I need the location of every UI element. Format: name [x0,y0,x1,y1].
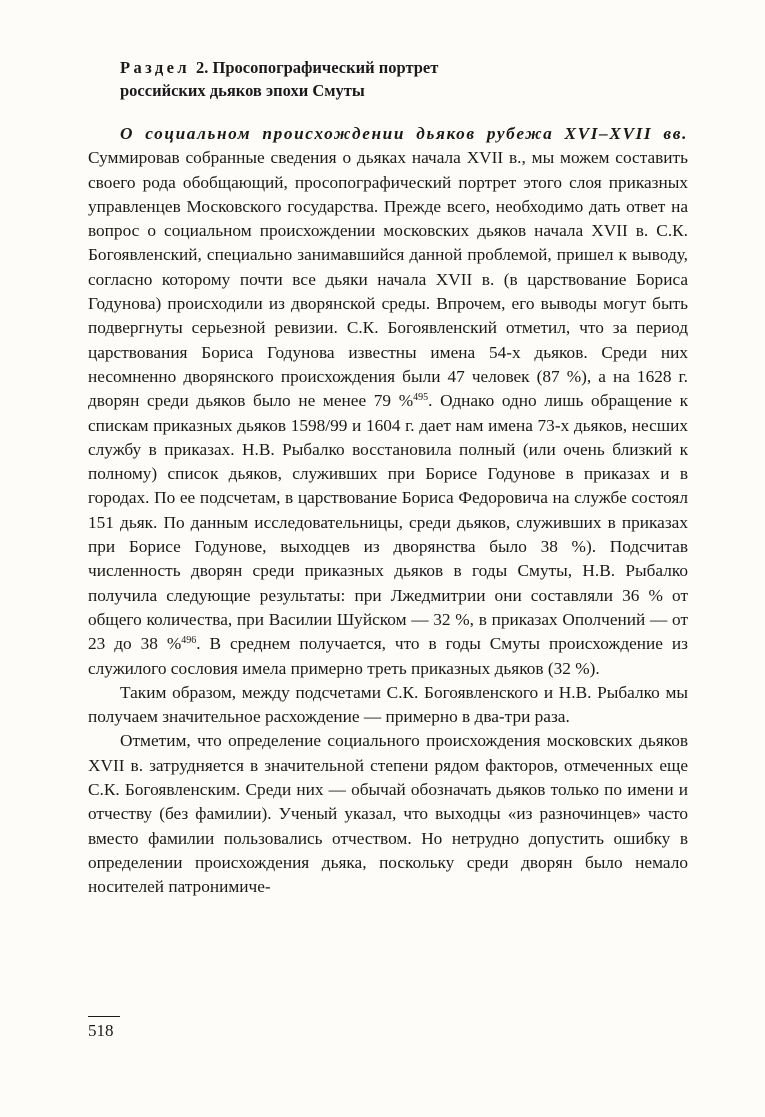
paragraph-lead: О социальном происхождении дьяков рубежа XVI–XVII вв. [120,124,688,143]
page-number: 518 [88,1021,114,1040]
paragraph-2: Таким образом, между подсчетами С.К. Богоявленского и Н.В. Рыбалко мы получаем значительное расхождение — примерно в два-три раза. [88,682,688,727]
section-heading [120,56,688,102]
footer-rule [88,1016,120,1017]
paragraph-text: . Однако одно лишь обращение к спискам приказных дьяков 1598/99 и 1604 г. дает нам имена 73-х дьяков, несших службу в приказах. Н.В. Рыбалко восстановила полный (или очень близкий к полному) список дьяков, служивших при Борисе Годунове в приказах и в городах. По ее подсчетам, в царствование Бориса Федоровича на службе состоял 151 дьяк. По данным исследовательницы, среди дьяков, служивших в приказах при Борисе Годунове, выходцев из дворянства было 38 %). Подсчитав численность дворян среди приказных дьяков в годы Смуты, Н.В. Рыбалко получила следующие результаты: при Лжедмитрии они составляли 36 % от общего количества, при Василии Шуйском — 32 %, в приказах Ополчений — от 23 до 38 % [88,391,688,654]
footnote-ref-496: 496 [181,635,197,647]
paragraph-text: . В среднем получается, что в годы Смуты происхождение из служилого сословия имела примерно треть приказных дьяков (32 %). [88,634,688,678]
section-title-part1: 2. Просопографический портрет [196,58,439,77]
section-label: Раздел [120,58,190,77]
page-body [88,56,688,900]
paragraph-3: Отметим, что определение социального происхождения московских дьяков XVII в. затрудняется в значительной степени рядом факторов, отмеченных еще С.К. Богоявленским. Среди них — обычай обозначать дьяков только по имени и отчеству (без фамилии). Ученый указал, что выходцы «из разночинцев» часто вместо фамилии пользовались отчеством. Но нетрудно допустить ошибку в определении происхождения дьяка, поскольку среди дворян было немало носителей патронимиче- [88,731,688,897]
footnote-ref-495: 495 [413,392,429,404]
paragraph-text: Суммировав собранные сведения о дьяках начала XVII в., мы можем составить своего рода обобщающий, просопографический портрет этого слоя приказных управленцев Московского государства. Прежде всего, необходимо дать ответ на вопрос о социальном происхождении московских дьяков начала XVII в. С.К. Богоявленский, специально занимавшийся данной проблемой, пришел к выводу, согласно которому почти все дьяки начала XVII в. (в царствование Бориса Годунова) происходили из дворянской среды. Впрочем, его выводы могут быть подвергнуты серьезной ревизии. С.К. Богоявленский отметил, что за период царствования Бориса Годунова известны имена 54-х дьяков. Среди них несомненно дворянского происхождения были 47 человек (87 %), а на 1628 г. дворян среди дьяков было не менее 79 % [88,148,688,411]
section-title-part2: российских дьяков эпохи Смуты [120,81,365,100]
heading-line-1 [120,56,688,79]
paragraph-1 [88,122,688,681]
